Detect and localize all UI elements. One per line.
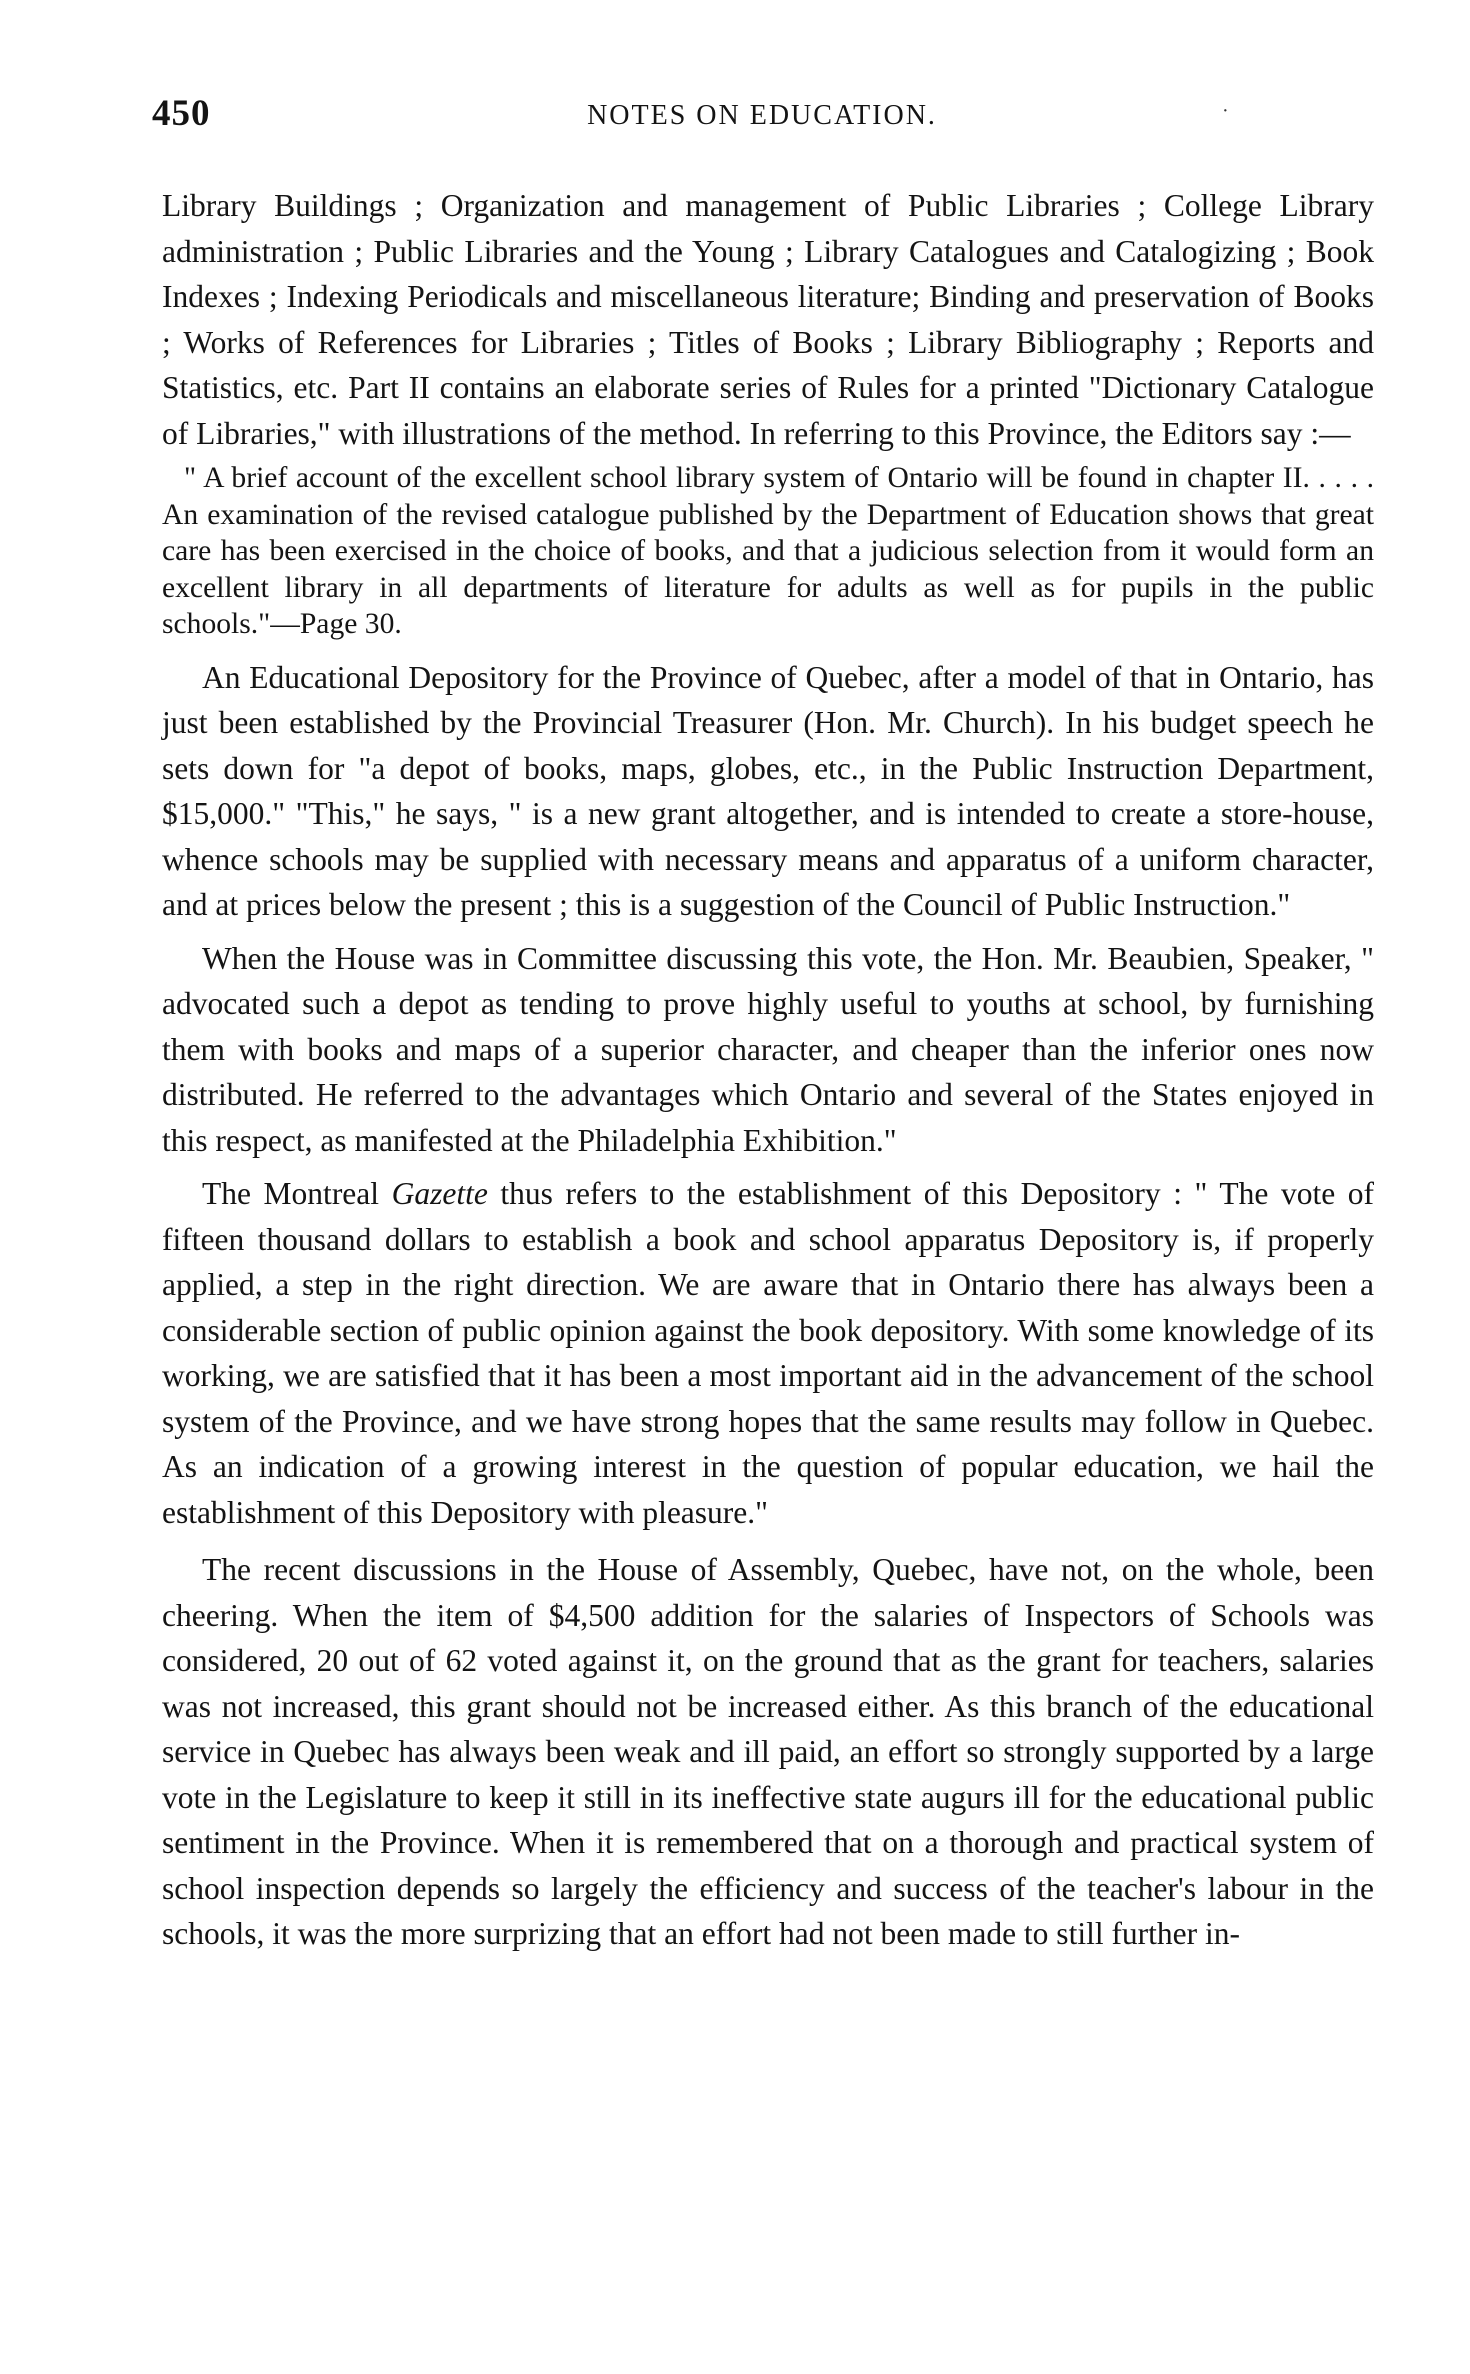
running-title: NOTES ON EDUCATION. bbox=[587, 100, 937, 131]
page-body bbox=[162, 183, 1374, 1957]
gazette-text-after: thus refers to the establishment of this Depository : " The vote of fifteen thousand dollars to establish a book and school apparatus Depository is, if properly applied, a step in the right direction. We are aware that in Ontario there has always been a considerable section of public opinion against the book depository. With some knowledge of its working, we are satisfied that it has been a most important aid in the advancement of the school system of the Province, and we have strong hopes that the same results may follow in Quebec. As an indication of a growing interest in the question of popular education, we hail the establishment of this Depository with pleasure." bbox=[162, 1176, 1375, 1530]
paragraph-quebec-discussions: The recent discussions in the House of Assembly, Quebec, have not, on the whole, been cheering. When the item of $4,500 addition for the salaries of Inspectors of Schools was considered, 20 out of 62 voted against it, on the ground that as the grant for teachers, salaries was not increased, this grant should not be increased either. As this branch of the educational service in Quebec has always been weak and ill paid, an effort so strongly supported by a large vote in the Legislature to keep it still in its ineffective state augurs ill for the educational public sentiment in the Province. When it is remembered that on a thorough and practical system of school inspection depends so largely the efficiency and success of the teacher's labour in the schools, it was the more surprizing that an effort had not been made to still further in- bbox=[162, 1552, 1374, 1951]
paragraph-educational-depository: An Educational Depository for the Province of Quebec, after a model of that in Ontario, has just been established by the Provincial Treasurer (Hon. Mr. Church). In his budget speech he sets down for "a depot of books, maps, globes, etc., in the Public Instruction Department, $15,000." "This," he says, " is a new grant altogether, and is intended to create a store-house, whence schools may be supplied with necessary means and apparatus of a uniform character, and at prices below the present ; this is a suggestion of the Council of Public Instruction." bbox=[162, 659, 1374, 922]
block-quote-editors: " A brief account of the excellent school library system of Ontario will be found in chapter II. . . . . An examination of the revised catalogue published by the Department of Education shows that great care has been exercised in the choice of books, and that a judicious selection from it would form an excellent library in all departments of literature for adults as well as for pupils in the public schools."—Page 30. bbox=[162, 462, 1374, 640]
page-header bbox=[152, 92, 1372, 142]
paragraph-house-committee: When the House was in Committee discussing this vote, the Hon. Mr. Beaubien, Speaker, " advocated such a depot as tending to prove highly useful to youths at school, by furnishing them with books and maps of a superior character, and cheaper than the inferior ones now distributed. He referred to the advantages which Ontario and several of the States enjoyed in this respect, as manifested at the Philadelphia Exhibition." bbox=[162, 940, 1374, 1158]
stray-print-mark: · bbox=[1222, 100, 1229, 122]
gazette-title: Gazette bbox=[391, 1176, 488, 1211]
paragraph-montreal-gazette bbox=[162, 1171, 1374, 1535]
gazette-text-before: The Montreal bbox=[202, 1176, 392, 1211]
page-number: 450 bbox=[152, 93, 211, 134]
paragraph-library-topics: Library Buildings ; Organization and management of Public Libraries ; College Library administration ; Public Libraries and the Young ; Library Catalogues and Catalogizing ; Book Indexes ; Indexing Periodicals and miscellaneous literature; Binding and preservation of Books ; Works of References for Libraries ; Titles of Books ; Library Bibliography ; Reports and Statistics, etc. Part II contains an elaborate series of Rules for a printed "Dictionary Catalogue of Libraries," with illustrations of the method. In referring to this Province, the Editors say :— bbox=[162, 188, 1374, 451]
